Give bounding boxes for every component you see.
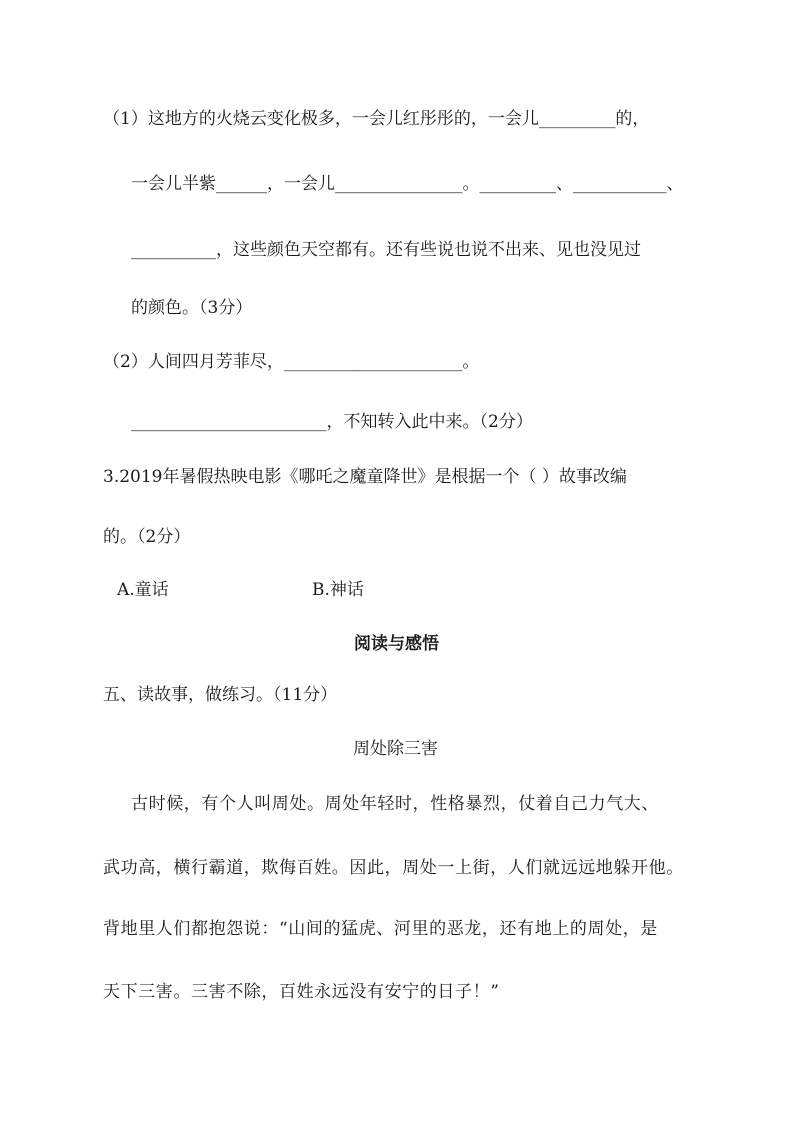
- q2-part1-line1: （1）这地方的火烧云变化极多，一会儿红彤彤的，一会儿_________的，: [103, 109, 650, 129]
- story-line-3: 背地里人们都抱怨说：“山间的猛虎、河里的恶龙，还有地上的周处，是: [103, 919, 658, 939]
- q2-part1-line2: 一会儿半紫______，一会儿_______________。_________、___________、: [131, 174, 684, 194]
- section-title: 阅读与感悟: [354, 634, 439, 654]
- q3-stem-line1: 3.2019年暑假热映电影《哪吒之魔童降世》是根据一个（ ）故事改编: [103, 467, 627, 487]
- story-line-2: 武功高，横行霸道，欺侮百姓。因此，周处一上街，人们就远远地躲开他。: [103, 858, 684, 878]
- q3-stem-line2: 的。（2分）: [103, 527, 191, 547]
- q2-part2-line1: （2）人间四月芳菲尽，_____________________。: [103, 352, 480, 372]
- q3-option-a: A.童话: [117, 580, 169, 600]
- story-line-4: 天下三害。三害不除，百姓永远没有安宁的日子！”: [103, 982, 500, 1002]
- q2-part1-line3: __________，这些颜色天空都有。还有些说也说不出来、见也没见过: [131, 240, 641, 260]
- q2-part2-line2: _______________________，不知转入此中来。（2分）: [131, 412, 533, 432]
- story-line-1: 古时候，有个人叫周处。周处年轻时，性格暴烈，仗着自己力气大、: [131, 794, 659, 814]
- q5-prompt: 五、读故事，做练习。（11分）: [103, 685, 338, 705]
- q3-option-b: B.神话: [312, 580, 364, 600]
- story-title: 周处除三害: [353, 739, 438, 759]
- q2-part1-line4: 的颜色。（3分）: [131, 298, 253, 318]
